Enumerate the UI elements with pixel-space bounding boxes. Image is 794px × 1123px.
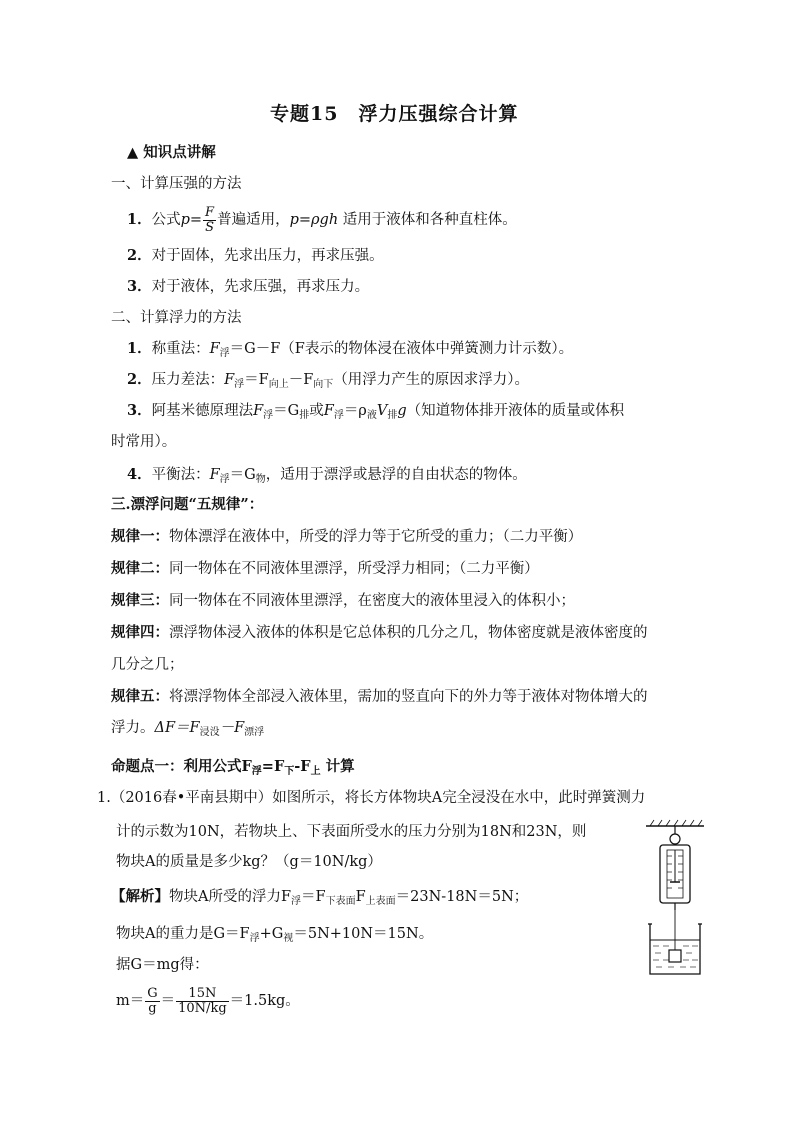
text: 适用于液体和各种直柱体。 — [338, 212, 517, 228]
text: 将漂浮物体全部浸入液体里，需加的竖直向下的外力等于液体对物体增大的 — [169, 689, 648, 705]
text: =F — [261, 758, 285, 775]
symbol-rho-g-h: ρgh — [311, 212, 339, 228]
problem-line-2: 计的示数为10N，若物块上、下表面所受水的压力分别为18N和23N，则 — [116, 824, 587, 840]
text: 平衡法： — [151, 467, 210, 483]
symbol-F: F — [241, 758, 252, 775]
equals: ＝ — [160, 993, 176, 1009]
item-number: 2． — [127, 371, 152, 388]
subscript: 上 — [310, 766, 321, 777]
fraction-denominator: 10N/kg — [178, 1000, 227, 1016]
subscript: 浮 — [234, 379, 245, 390]
subscript: 浮 — [249, 933, 260, 944]
text: 同一物体在不同液体里漂浮，在密度大的液体里浸入的体积小； — [169, 593, 575, 609]
item-number: 3． — [127, 278, 152, 295]
subscript: 下表面 — [325, 896, 356, 907]
subscript: 浮 — [263, 410, 274, 421]
text: ，适用于漂浮或悬浮的自由状态的物体。 — [265, 467, 527, 483]
fraction-denominator: S — [205, 219, 215, 235]
text: 或 — [309, 403, 324, 419]
floating-rule-4-continued: 几分之几； — [111, 657, 184, 673]
item-number: 4． — [127, 466, 152, 483]
subscript: 浮 — [219, 474, 230, 485]
text: ＝5N+10N＝15N。 — [293, 926, 434, 942]
buoyancy-item-3 — [127, 401, 624, 426]
problem-gravity — [116, 924, 433, 949]
symbol-V: V — [376, 403, 388, 419]
section-knowledge-heading: ▲ 知识点讲解 — [127, 144, 216, 161]
text: （用浮力产生的原因求浮力）。 — [333, 372, 530, 388]
pressure-item-1 — [127, 205, 517, 235]
analysis-label: 【解析】 — [111, 888, 169, 905]
buoyancy-heading: 二、计算浮力的方法 — [111, 310, 242, 326]
symbol-p: p — [180, 212, 190, 228]
text: ＝G — [273, 403, 300, 419]
text: 物块A的重力是G＝F — [116, 926, 250, 942]
buoyancy-item-4 — [127, 465, 527, 490]
pressure-item-3 — [127, 277, 369, 297]
buoyancy-item-1 — [127, 339, 573, 364]
subscript: 视 — [283, 933, 294, 944]
text: 物体漂浮在液体中，所受的浮力等于它所受的重力；（二力平衡） — [169, 529, 583, 545]
text: 浮力。 — [111, 720, 155, 736]
problem-line-3: 物块A的质量是多少kg？（g＝10N/kg） — [116, 854, 382, 870]
problem-mass-result — [116, 983, 300, 1019]
floating-rule-3 — [111, 591, 575, 611]
symbol-F: F — [209, 341, 220, 357]
text: 普遍适用， — [217, 212, 290, 228]
buoyancy-item-2 — [127, 370, 529, 395]
text: ＝G－F（F表示的物体浸在液体中弹簧测力计示数）。 — [229, 341, 574, 357]
floating-rule-5-continued — [111, 718, 264, 743]
text: ＝F — [301, 889, 326, 905]
text: 公式 — [151, 212, 181, 228]
text: ＝G — [229, 467, 256, 483]
text: －F — [288, 372, 314, 388]
rule-label: 规律三： — [111, 592, 169, 609]
text: ＝ρ — [343, 403, 367, 419]
rule-label: 规律一： — [111, 528, 169, 545]
fraction-numerator: G — [147, 985, 158, 1001]
text: ＝F — [244, 372, 269, 388]
floating-heading: 三.漂浮问题“五规律”： — [111, 496, 264, 513]
text: ＝23N-18N＝5N； — [395, 889, 529, 905]
text: 对于液体，先求压强，再求压力。 — [151, 279, 370, 295]
floating-rule-5 — [111, 687, 648, 707]
pressure-heading: 一、计算压强的方法 — [111, 176, 242, 192]
symbol-p: p — [289, 212, 299, 228]
subscript: 浮 — [333, 410, 344, 421]
text: 同一物体在不同液体里漂浮，所受浮力相同；（二力平衡） — [169, 561, 539, 577]
text: F — [355, 889, 366, 905]
problem-line-1: 1.（2016春•平南县期中）如图所示，将长方体物块A完全浸没在水中，此时弹簧测力 — [97, 790, 646, 806]
item-number: 2． — [127, 247, 152, 264]
subscript: 浮 — [291, 896, 302, 907]
rule-label: 规律二： — [111, 560, 169, 577]
floating-rule-4 — [111, 623, 648, 643]
text: 压力差法： — [151, 372, 225, 388]
pressure-item-2 — [127, 246, 384, 266]
problem-by-formula: 据G＝mg得： — [116, 957, 209, 973]
text: （知道物体排开液体的质量或体积 — [406, 403, 625, 419]
fraction-F-over-S — [203, 206, 216, 235]
page-title: 专题15 浮力压强综合计算 — [270, 103, 519, 125]
symbol-F: F — [224, 372, 235, 388]
subscript: 浸没 — [199, 727, 220, 738]
topic-1-heading — [111, 757, 355, 782]
block-A — [669, 950, 681, 962]
text: 对于固体，先求出压力，再求压强。 — [151, 248, 384, 264]
subscript: 排 — [299, 410, 310, 421]
item-number: 3． — [127, 402, 152, 419]
text: +G — [259, 926, 284, 942]
subscript: 液 — [366, 410, 377, 421]
symbol-F: F — [323, 403, 334, 419]
buoyancy-item-3-continued: 时常用）。 — [111, 434, 177, 450]
rule-label: 规律四： — [111, 624, 169, 641]
subscript: 排 — [387, 410, 398, 421]
text: 计算 — [320, 758, 355, 775]
rule-label: 规律五： — [111, 688, 169, 705]
fraction-numerator: F — [205, 204, 215, 220]
text: 命题点一：利用公式 — [111, 758, 242, 775]
symbol-g: g — [397, 403, 407, 419]
text: -F — [294, 758, 311, 775]
subscript: 向下 — [313, 379, 334, 390]
subscript: 物 — [255, 474, 266, 485]
text: 称重法： — [151, 341, 210, 357]
subscript: 浮 — [219, 348, 230, 359]
text: m＝ — [116, 993, 145, 1009]
equals: = — [189, 212, 203, 228]
subscript: 下 — [284, 766, 295, 777]
ceiling-hatching — [650, 820, 702, 826]
symbol-F: F — [253, 403, 264, 419]
subscript: 漂浮 — [244, 727, 265, 738]
subscript: 向上 — [268, 379, 289, 390]
symbol-F: F — [209, 467, 220, 483]
fraction-15N-over-10Nkg — [176, 987, 229, 1016]
text: ＝1.5kg。 — [229, 993, 300, 1009]
fraction-G-over-g — [145, 987, 159, 1016]
subscript: 浮 — [251, 766, 262, 777]
text: 物块A所受的浮力F — [169, 889, 292, 905]
text: 漂浮物体浸入液体的体积是它总体积的几分之几，物体密度就是液体密度的 — [169, 625, 648, 641]
equals: = — [298, 212, 312, 228]
subscript: 上表面 — [365, 896, 396, 907]
text: 阿基米德原理法 — [151, 403, 254, 419]
item-number: 1． — [127, 340, 152, 357]
floating-rule-2 — [111, 559, 539, 579]
item-number: 1． — [127, 211, 152, 228]
formula-minus-F: －F — [219, 720, 245, 736]
problem-analysis — [111, 887, 528, 912]
fraction-denominator: g — [148, 1000, 157, 1016]
fraction-numerator: 15N — [176, 987, 229, 1002]
formula-delta-F: ΔF＝F — [154, 720, 200, 736]
top-ring — [670, 834, 680, 844]
floating-rule-1 — [111, 527, 582, 547]
spring-scale-beaker-figure — [640, 818, 710, 978]
